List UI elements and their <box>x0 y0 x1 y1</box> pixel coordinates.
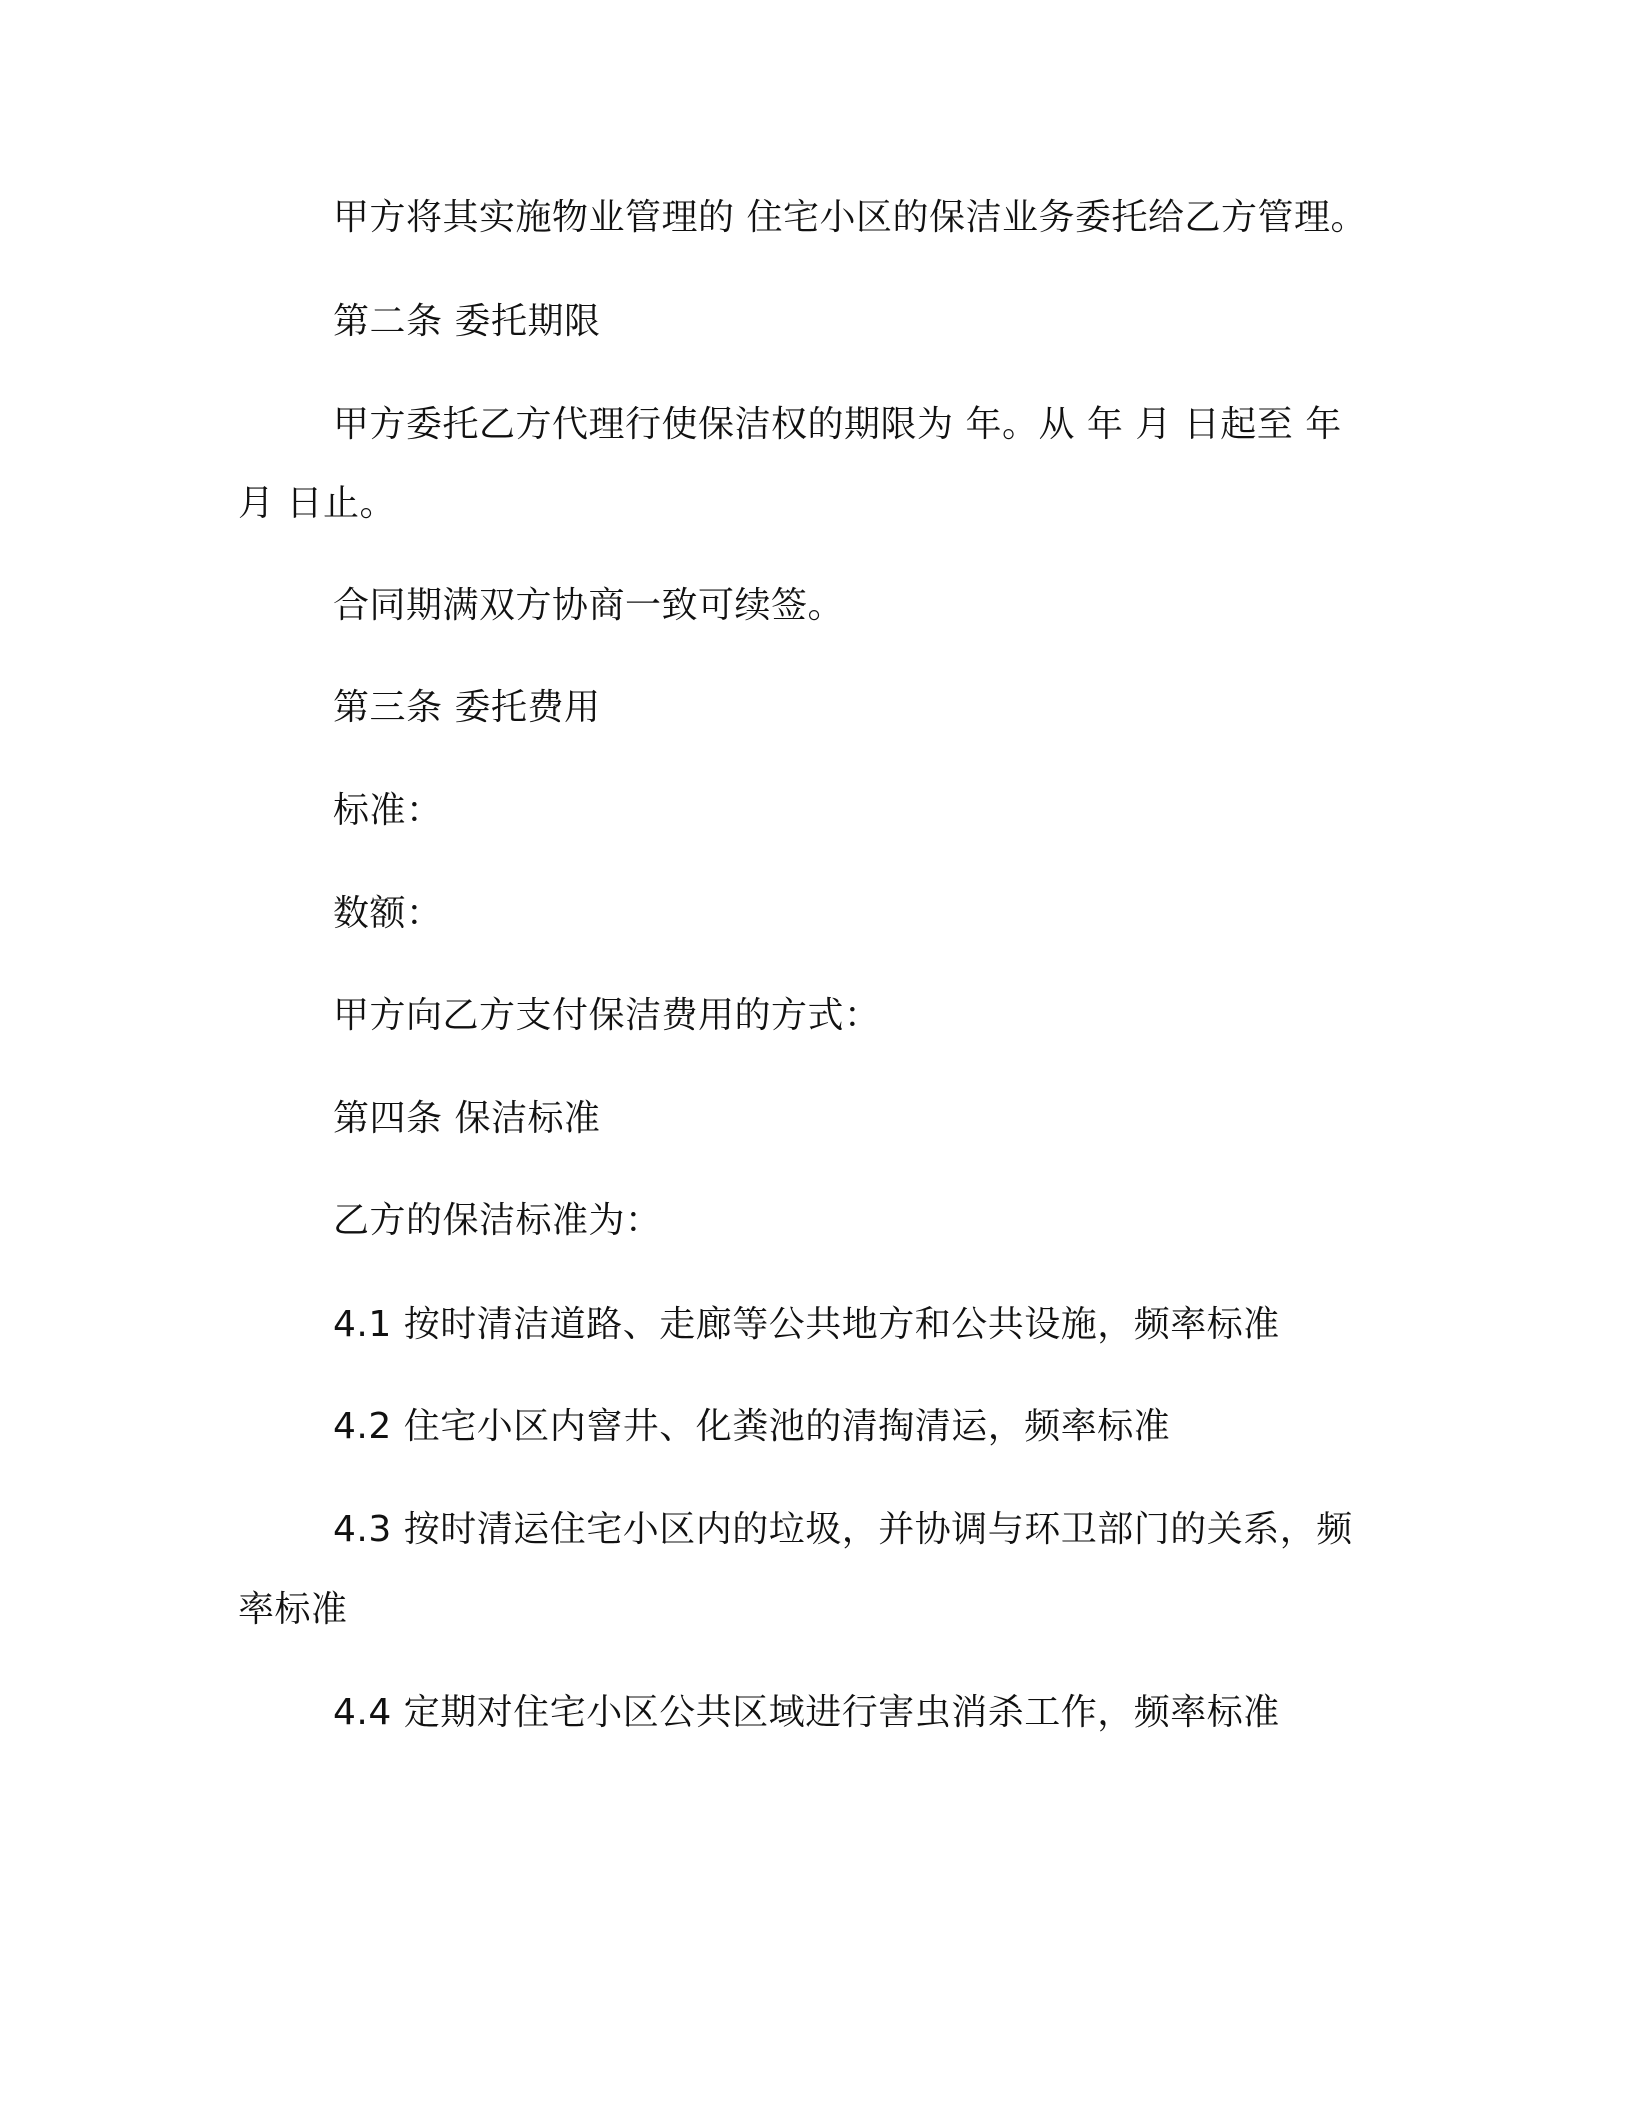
heading-article-2: 第二条 委托期限 <box>333 301 601 342</box>
paragraph-entrust-cleaning: 甲方将其实施物业管理的 住宅小区的保洁业务委托给乙方管理。 <box>333 197 1367 238</box>
heading-article-3: 第三条 委托费用 <box>333 687 601 728</box>
clause-4-3-line-2: 率标准 <box>238 1589 348 1630</box>
paragraph-term-line-2: 月 日止。 <box>238 483 396 524</box>
clause-4-1: 4.1 按时清洁道路、走廊等公共地方和公共设施，频率标准 <box>333 1304 1280 1345</box>
paragraph-standard-intro: 乙方的保洁标准为： <box>333 1200 662 1241</box>
clause-4-4: 4.4 定期对住宅小区公共区域进行害虫消杀工作，频率标准 <box>333 1692 1280 1733</box>
paragraph-term-line-1: 甲方委托乙方代理行使保洁权的期限为 年。从 年 月 日起至 年 <box>333 404 1342 445</box>
clause-4-3-line-1: 4.3 按时清运住宅小区内的垃圾，并协调与环卫部门的关系，频 <box>333 1509 1353 1550</box>
clause-4-2: 4.2 住宅小区内窨井、化粪池的清掏清运，频率标准 <box>333 1406 1171 1447</box>
paragraph-payment-method: 甲方向乙方支付保洁费用的方式： <box>333 995 881 1036</box>
field-amount-label: 数额： <box>333 893 443 934</box>
heading-article-4: 第四条 保洁标准 <box>333 1098 601 1139</box>
field-standard-label: 标准： <box>333 790 443 831</box>
paragraph-renewal: 合同期满双方协商一致可续签。 <box>333 585 845 626</box>
